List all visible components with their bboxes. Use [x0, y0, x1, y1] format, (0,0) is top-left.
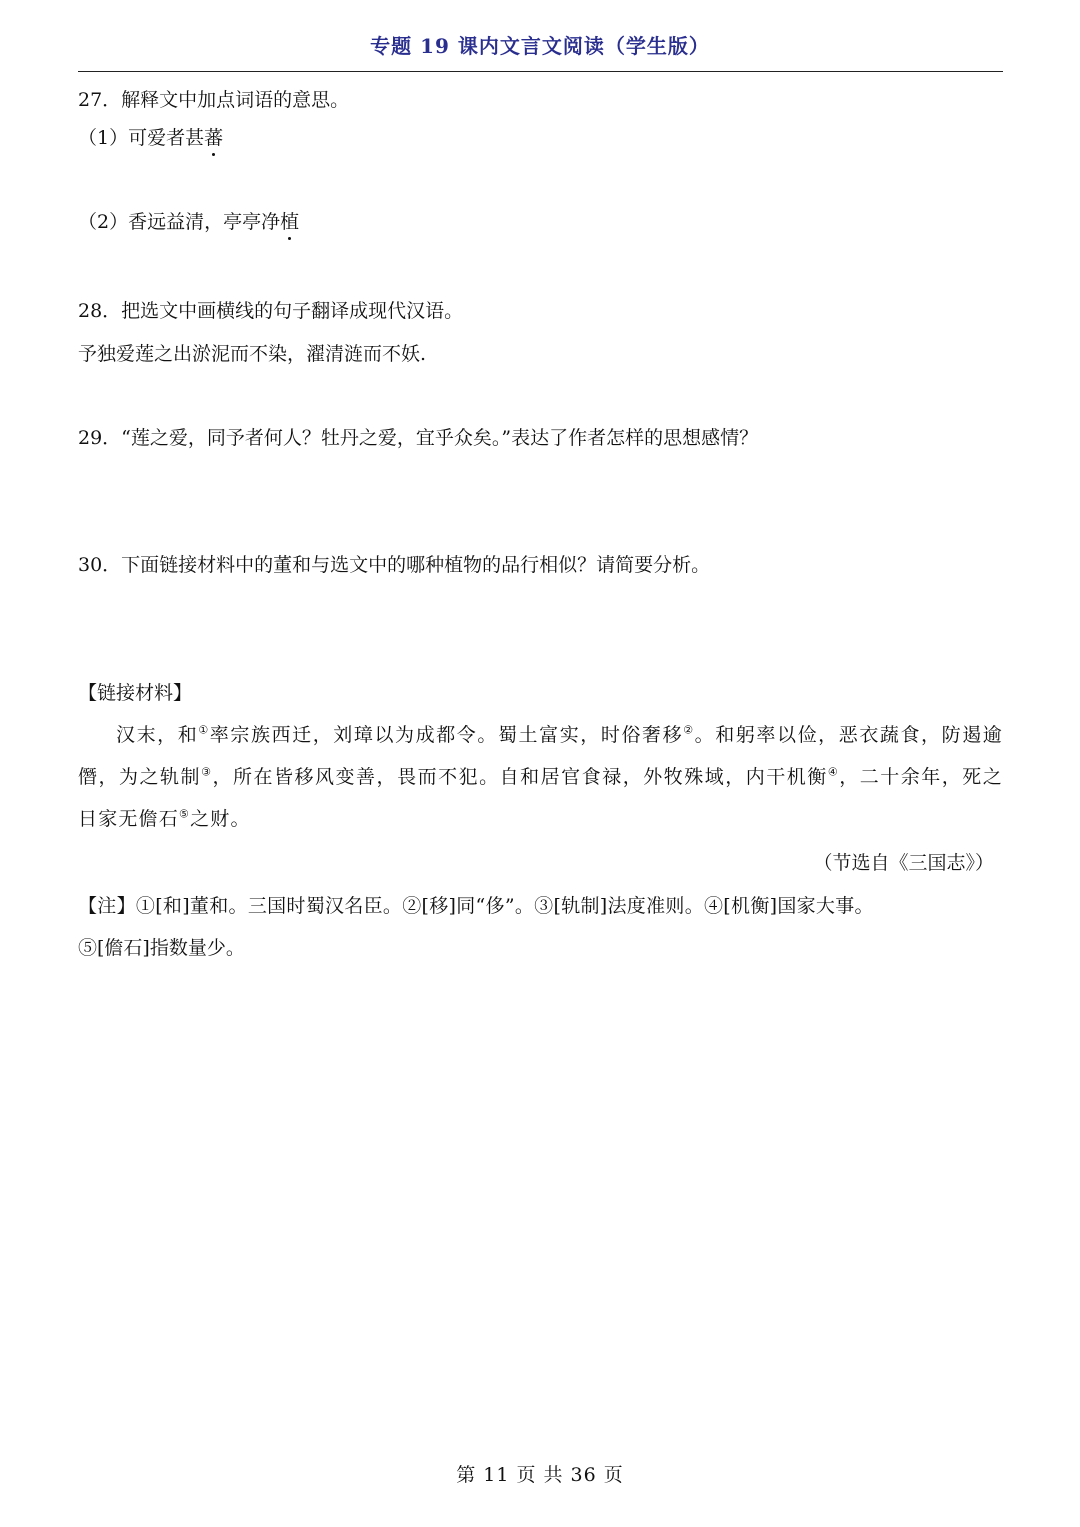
- footnote-marker-2: ②: [683, 723, 695, 737]
- item-2-text: （2）香远益清，亭亭净: [78, 211, 281, 233]
- dotted-word-zhi: 植: [280, 211, 300, 233]
- question-29-stem: 29．“莲之爱，同予者何人？牡丹之爱，宜乎众矣。”表达了作者怎样的思想感情？: [78, 427, 759, 449]
- page-header-title: 专题 19 课内文言文阅读（学生版）: [370, 34, 710, 58]
- footnote-marker-4: ④: [827, 765, 840, 779]
- material-source: （节选自《三国志》）: [813, 852, 994, 874]
- material-heading: 【链接材料】: [78, 682, 193, 704]
- passage-segment: 之财。: [190, 808, 251, 830]
- material-note-line-1: 【注】①[和]董和。三国时蜀汉名臣。②[移]同“侈”。③[轨制]法度准则。④[机衡]国家大事。: [78, 895, 874, 917]
- passage-segment: 。和躬率以俭，恶衣蔬食，防遏逾僭，为之轨制: [78, 724, 1004, 788]
- question-27-item-1: [78, 125, 223, 151]
- footnote-marker-5: ⑤: [179, 807, 191, 821]
- material-passage: [78, 714, 1003, 840]
- question-30-stem: 30．下面链接材料中的董和与选文中的哪种植物的品行相似？请简要分析。: [78, 554, 711, 576]
- question-28-stem: 28．把选文中画横线的句子翻译成现代汉语。: [78, 300, 464, 322]
- question-27-item-2: [78, 209, 299, 235]
- dotted-word-fan: 蕃: [204, 127, 224, 149]
- footnote-marker-1: ①: [198, 723, 210, 737]
- question-27-stem: 27．解释文中加点词语的意思。: [78, 89, 350, 111]
- passage-segment: 率宗族西迁，刘璋以为成都令。蜀土富实，时俗奢移: [209, 724, 684, 746]
- passage-segment: ，所在皆移风变善，畏而不犯。自和居官食禄，外牧殊域，内干机衡: [212, 766, 828, 788]
- header-divider: [78, 71, 1003, 72]
- footnote-marker-3: ③: [201, 765, 213, 779]
- item-1-text: （1）可爱者甚: [78, 127, 205, 149]
- material-note-line-2: ⑤[儋石]指数量少。: [78, 937, 245, 959]
- page-footer: 第 11 页 共 36 页: [456, 1464, 624, 1486]
- passage-segment: 汉末，和: [116, 724, 199, 746]
- question-28-sentence: 予独爱莲之出淤泥而不染，濯清涟而不妖.: [78, 343, 427, 365]
- passage-segment: ，二十余年，死之日家无儋石: [78, 766, 1003, 830]
